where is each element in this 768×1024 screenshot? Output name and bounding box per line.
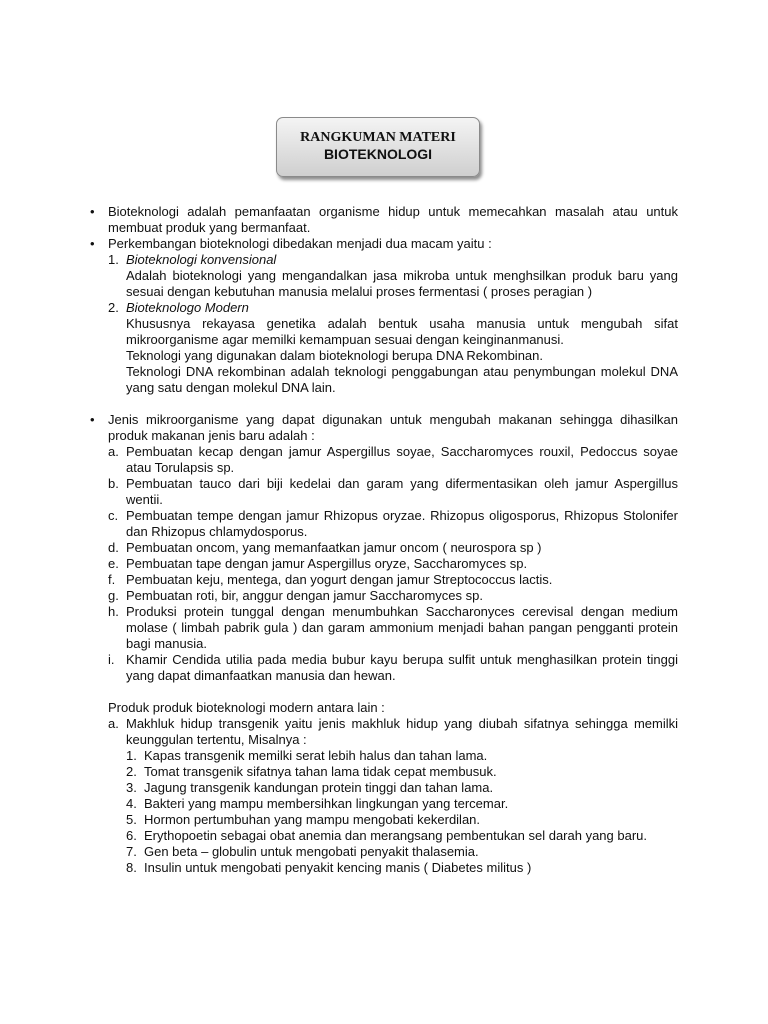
type-item	[90, 252, 678, 268]
document-body	[90, 204, 678, 876]
list-item	[90, 780, 678, 796]
list-marker: g.	[108, 588, 119, 603]
list-marker: a.	[108, 444, 119, 459]
list-item	[90, 572, 678, 588]
list-item	[90, 540, 678, 556]
list-item	[90, 844, 678, 860]
list-item-text: Hormon pertumbuhan yang mampu mengobati kekerdilan.	[144, 812, 481, 827]
list-item-text: Tomat transgenik sifatnya tahan lama tidak cepat membusuk.	[144, 764, 497, 779]
title-box	[276, 117, 480, 177]
type-item	[90, 300, 678, 316]
list-item	[90, 652, 678, 684]
list-item	[90, 476, 678, 508]
list-item	[90, 716, 678, 748]
microorganism-list	[90, 444, 678, 684]
list-item-text: Erythopoetin sebagai obat anemia dan merangsang pembentukan sel darah yang baru.	[144, 828, 648, 843]
type-description: Teknologi yang digunakan dalam bioteknologi berupa DNA Rekombinan.	[126, 348, 543, 363]
list-item-text: Pembuatan oncom, yang memanfaatkan jamur oncom ( neurospora sp )	[126, 540, 542, 555]
list-item-text: Pembuatan kecap dengan jamur Aspergillus soyae, Saccharomyces rouxil, Pedoccus soyae atau Torulapsis sp.	[126, 444, 678, 475]
list-item-text: Pembuatan keju, mentega, dan yogurt dengan jamur Streptococcus lactis.	[126, 572, 553, 587]
list-item	[90, 860, 678, 876]
bullet-microorganisms: • Jenis mikroorganisme yang dapat digunakan untuk mengubah makanan sehingga dihasilkan produk makanan jenis baru adalah :	[90, 412, 678, 444]
list-marker: 3.	[126, 780, 137, 795]
list-marker: f.	[108, 572, 116, 587]
list-item-text: Pembuatan tempe dengan jamur Rhizopus oryzae. Rhizopus oligosporus, Rhizopus Stolonifer dan Rhizopus chlamydosporus.	[126, 508, 678, 539]
list-marker: d.	[108, 540, 119, 555]
type-description: Khususnya rekayasa genetika adalah bentuk usaha manusia untuk mengubah sifat mikroorganisme agar memilki kemampuan sesuai dengan keinginanmanusi.	[126, 316, 678, 347]
list-item	[90, 604, 678, 652]
list-item-text: Jagung transgenik kandungan protein tinggi dan tahan lama.	[144, 780, 494, 795]
list-marker: e.	[108, 556, 119, 571]
list-marker: i.	[108, 652, 115, 667]
list-item-text: Gen beta – globulin untuk mengobati penyakit thalasemia.	[144, 844, 479, 859]
list-item-text: Pembuatan roti, bir, anggur dengan jamur Saccharomyces sp.	[126, 588, 483, 603]
list-item	[90, 764, 678, 780]
list-marker: 1.	[108, 252, 119, 267]
list-marker: 5.	[126, 812, 137, 827]
transgenic-list	[90, 748, 678, 876]
type-description: Teknologi DNA rekombinan adalah teknologi penggabungan atau penymbungan molekul DNA yang satu dengan molekul DNA lain.	[126, 364, 678, 395]
bullet-development: • Perkembangan bioteknologi dibedakan menjadi dua macam yaitu :	[90, 236, 678, 252]
list-item	[90, 796, 678, 812]
list-marker: c.	[108, 508, 119, 523]
list-item	[90, 556, 678, 572]
list-marker: h.	[108, 604, 119, 619]
type-description: Adalah bioteknologi yang mengandalkan jasa mikroba untuk menghsilkan produk baru yang sesuai dengan kebutuhan manusia melalui proses fermentasi ( proses peragian )	[126, 268, 678, 299]
list-marker: 6.	[126, 828, 137, 843]
bullet-definition: • Bioteknologi adalah pemanfaatan organisme hidup untuk memecahkan masalah atau untuk membuat produk yang bermanfaat.	[90, 204, 678, 236]
type-name: Bioteknologo Modern	[126, 300, 249, 315]
list-marker: 7.	[126, 844, 137, 859]
list-item	[90, 828, 678, 844]
list-item-text: Makhluk hidup transgenik yaitu jenis makhluk hidup yang diubah sifatnya sehingga memilki keunggulan tertentu, Misalnya :	[126, 716, 678, 747]
list-item	[90, 444, 678, 476]
list-marker: 2.	[108, 300, 119, 315]
list-marker: b.	[108, 476, 119, 491]
list-marker: 2.	[126, 764, 137, 779]
list-marker: 8.	[126, 860, 137, 875]
list-marker: a.	[108, 716, 119, 731]
title-line-2: BIOTEKNOLOGI	[323, 146, 433, 162]
list-item	[90, 812, 678, 828]
list-item	[90, 588, 678, 604]
spacer	[90, 684, 678, 700]
list-item	[90, 508, 678, 540]
list-item-text: Produksi protein tunggal dengan menumbuhkan Saccharonyces cerevisal dengan medium molase ( limbah pabrik gula ) dan garam ammonium menjadi bahan pangan pengganti protein bagi manusia.	[126, 604, 678, 651]
list-item-text: Pembuatan tape dengan jamur Aspergillus oryze, Saccharomyces sp.	[126, 556, 528, 571]
list-marker: 1.	[126, 748, 137, 763]
products-intro: Produk produk bioteknologi modern antara lain :	[108, 700, 385, 715]
list-item-text: Insulin untuk mengobati penyakit kencing manis ( Diabetes militus )	[144, 860, 532, 875]
list-item-text: Khamir Cendida utilia pada media bubur kayu berupa sulfit untuk menghasilkan protein tinggi yang dapat dimanfaatkan manusia dan hewan.	[126, 652, 678, 683]
list-marker: 4.	[126, 796, 137, 811]
list-item-text: Bakteri yang mampu membersihkan lingkungan yang tercemar.	[144, 796, 509, 811]
list-item-text: Kapas transgenik memilki serat lebih halus dan tahan lama.	[144, 748, 488, 763]
spacer	[90, 396, 678, 412]
type-name: Bioteknologi konvensional	[126, 252, 277, 267]
list-item	[90, 748, 678, 764]
title-line-1: RANGKUMAN MATERI	[300, 130, 456, 145]
list-item-text: Pembuatan tauco dari biji kedelai dan garam yang difermentasikan oleh jamur Aspergillus wentii.	[126, 476, 678, 507]
